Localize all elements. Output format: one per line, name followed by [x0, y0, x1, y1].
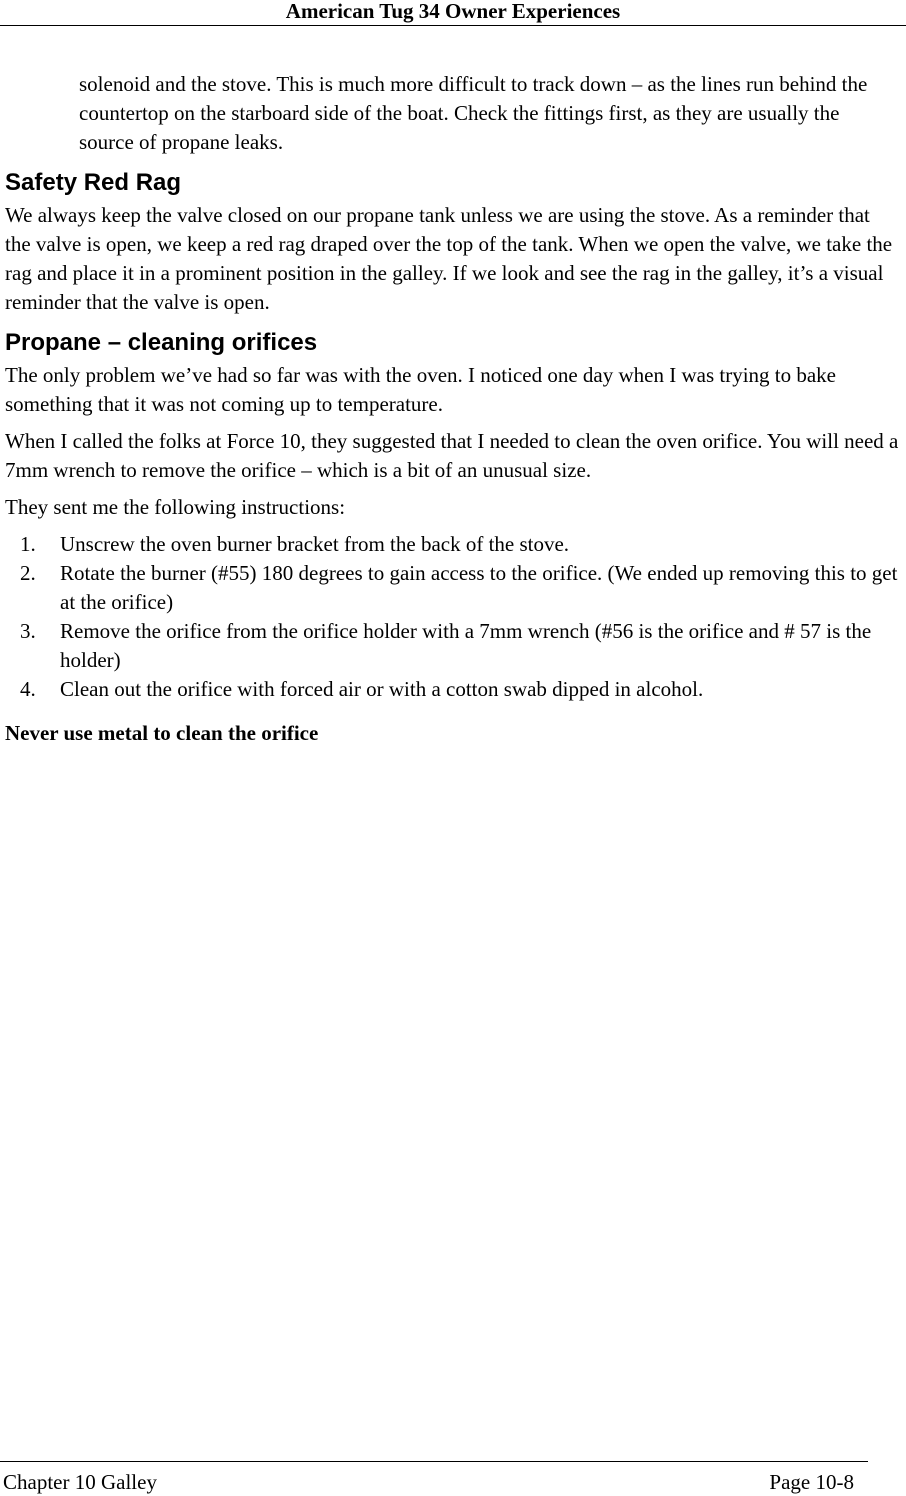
page-footer [0, 1461, 868, 1494]
paragraph: When I called the folks at Force 10, they suggested that I needed to clean the oven orifice. You will need a 7mm wrench to remove the orifice – which is a bit of an unusual size. [5, 429, 899, 482]
list-number: 3. [20, 619, 36, 643]
warning-note: Never use metal to clean the orifice [5, 721, 319, 745]
paragraph: We always keep the valve closed on our propane tank unless we are using the stove. As a reminder that the valve is open, we keep a red rag draped over the top of the tank. When we open the valve, we take the rag and place it in a prominent position in the galley. If we look and see the rag in the galley, it’s a visual reminder that the valve is open. [5, 203, 893, 314]
page-number: Page 10-8 [769, 1470, 854, 1494]
paragraph: They sent me the following instructions: [5, 495, 346, 519]
list-text: Unscrew the oven burner bracket from the back of the stove. [60, 532, 570, 556]
document-title: American Tug 34 Owner Experiences [285, 0, 621, 23]
list-item [5, 675, 900, 704]
list-number: 4. [20, 677, 36, 701]
list-text: Remove the orifice from the orifice holder with a 7mm wrench (#56 is the orifice and # 57 is the holder) [60, 619, 872, 672]
list-item [5, 559, 900, 617]
section-heading-safety-red-rag: Safety Red Rag [5, 169, 182, 196]
paragraph: The only problem we’ve had so far was with the oven. I noticed one day when I was trying to bake something that it was not coming up to temperature. [5, 363, 837, 416]
section-heading-propane-cleaning: Propane – cleaning orifices [5, 329, 318, 356]
list-text: Clean out the orifice with forced air or with a cotton swab dipped in alcohol. [60, 677, 704, 701]
list-item [5, 530, 900, 559]
intro-paragraph: solenoid and the stove. This is much more difficult to track down – as the lines run behind the countertop on the starboard side of the boat. Check the fittings first, as they are usually the source of propane leaks. [79, 72, 868, 154]
page-content [5, 70, 900, 756]
list-item [5, 617, 900, 675]
list-number: 1. [20, 532, 36, 556]
page-header [0, 0, 906, 26]
instruction-list [5, 530, 900, 704]
list-number: 2. [20, 561, 36, 585]
chapter-label: Chapter 10 Galley [3, 1470, 157, 1494]
list-text: Rotate the burner (#55) 180 degrees to gain access to the orifice. (We ended up removing this to get at the orifice) [60, 561, 898, 614]
